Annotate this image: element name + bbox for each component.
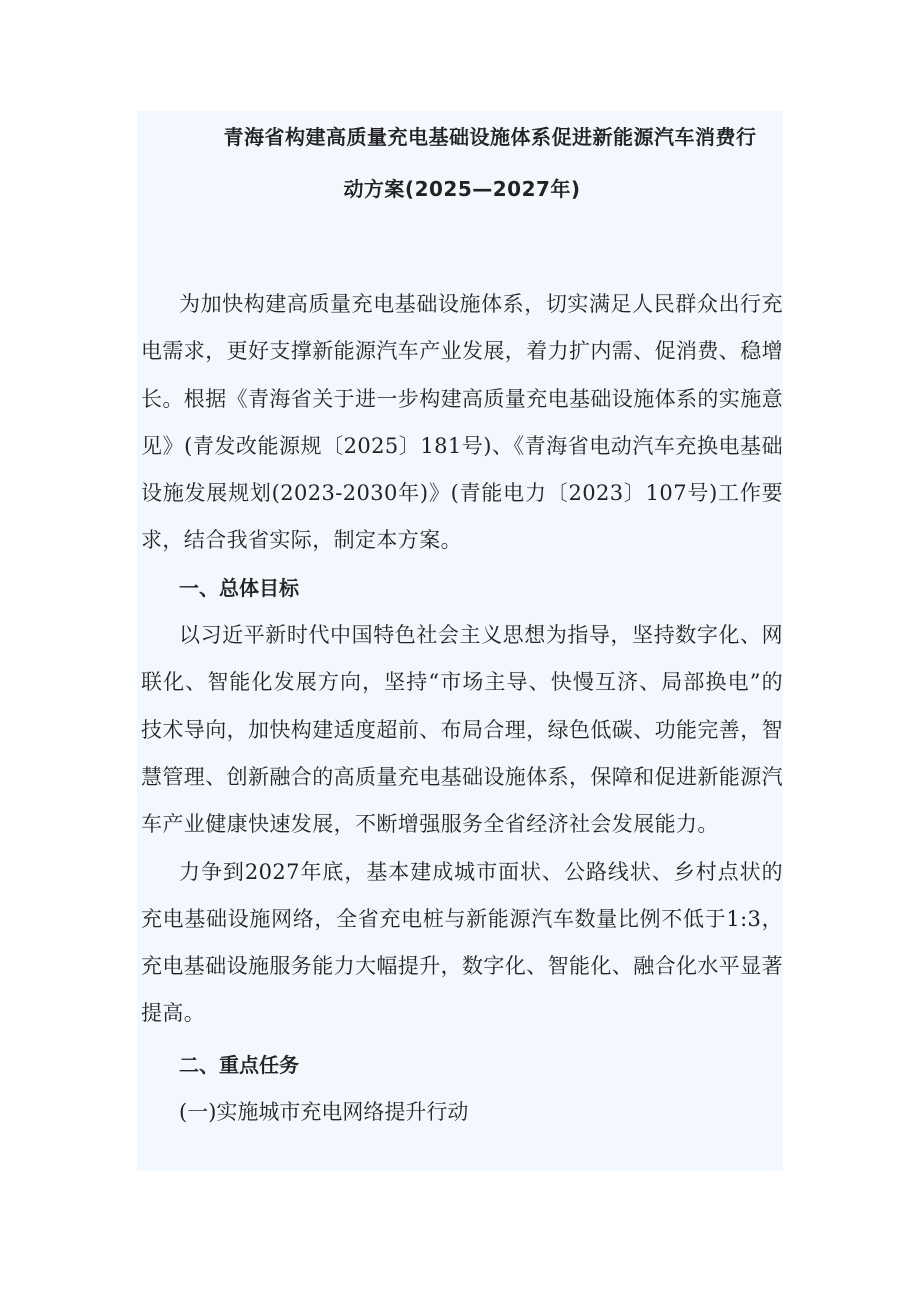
title-spacer — [141, 215, 783, 281]
document-title — [141, 111, 783, 215]
intro-paragraph: 为加快构建高质量充电基础设施体系，切实满足人民群众出行充电需求，更好支撑新能源汽车产业发展，着力扩内需、促消费、稳增长。根据《青海省关于进一步构建高质量充电基础设施体系的实施意见》(青发改能源规〔2025〕181号)、《青海省电动汽车充换电基础设施发展规划(2023-2030年)》(青能电力〔2023〕107号)工作要求，结合我省实际，制定本方案。 — [141, 292, 783, 553]
goal-paragraph-2: 力争到2027年底，基本建成城市面状、公路线状、乡村点状的充电基础设施网络，全省充电桩与新能源汽车数量比例不低于1:3，充电基础设施服务能力大幅提升，数字化、智能化、融合化水平显著提高。 — [141, 859, 783, 1026]
document-page — [137, 111, 783, 1171]
section-heading-key-tasks: 二、重点任务 — [179, 1052, 299, 1077]
title-line-1: 青海省构建高质量充电基础设施体系促进新能源汽车消费行 — [223, 125, 757, 149]
section-heading-overall-goal: 一、总体目标 — [179, 575, 299, 600]
goal-paragraph-1: 以习近平新时代中国特色社会主义思想为指导，坚持数字化、网联化、智能化发展方向，坚持“市场主导、快慢互济、局部换电”的技术导向，加快构建适度超前、布局合理，绿色低碳、功能完善，智慧管理、创新融合的高质量充电基础设施体系，保障和促进新能源汽车产业健康快速发展，不断增强服务全省经济社会发展能力。 — [141, 623, 783, 837]
subsection-heading-urban-charging: (一)实施城市充电网络提升行动 — [179, 1100, 469, 1125]
title-line-2: 动方案(2025—2027年) — [343, 177, 581, 201]
